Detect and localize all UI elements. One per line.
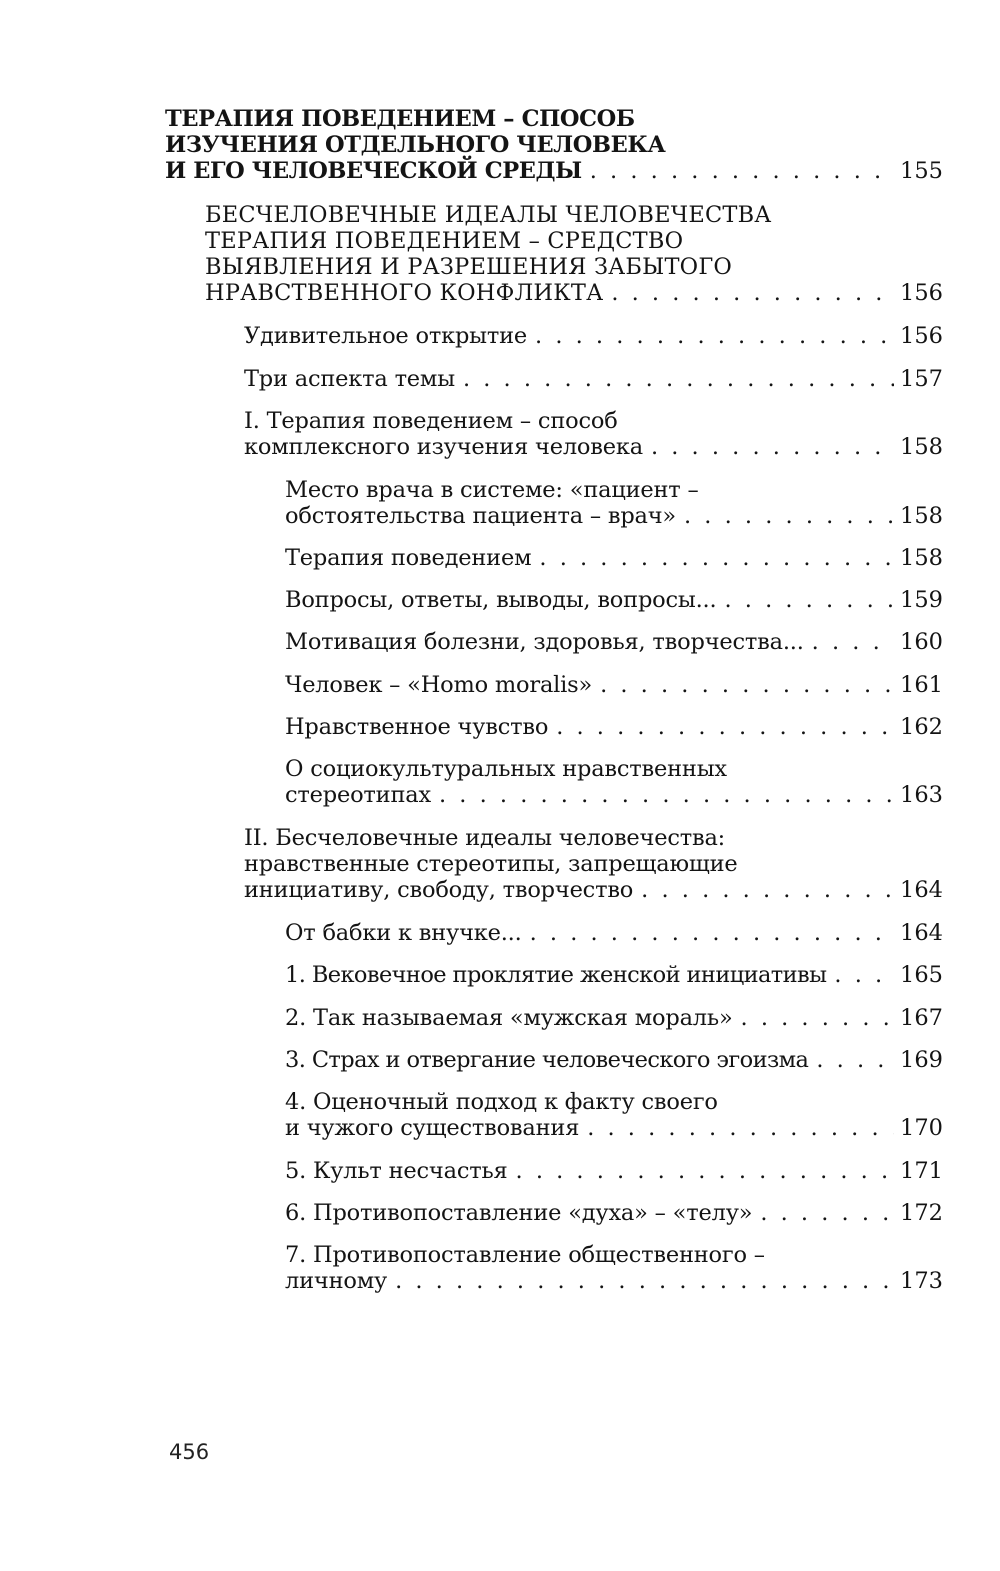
dot-leader (439, 782, 894, 808)
dot-leader (651, 434, 894, 460)
toc-entry-line: II. Бесчеловечные идеалы человечества: (244, 825, 726, 851)
toc-entry-line: 7. Противопоставление общественного – (285, 1242, 765, 1268)
dot-leader (684, 503, 894, 529)
toc-page-number: 158 (900, 434, 943, 460)
toc-page-number: 172 (900, 1200, 943, 1226)
toc-page-number: 155 (900, 158, 943, 184)
dot-leader (556, 714, 894, 740)
toc-entry-line: инициативу, свободу, творчество (244, 877, 634, 903)
toc-page-number: 156 (900, 323, 943, 349)
page-number-footer: 456 (169, 1440, 210, 1464)
toc-entry-line: ИЗУЧЕНИЯ ОТДЕЛЬНОГО ЧЕЛОВЕКА (165, 132, 666, 158)
toc-entry (244, 323, 943, 349)
toc-page-number: 159 (900, 587, 943, 613)
toc-entry-line: I. Терапия поведением – способ (244, 408, 618, 434)
toc-entry (285, 672, 943, 698)
dot-leader (600, 672, 894, 698)
dot-leader (516, 1158, 895, 1184)
toc-entry (205, 202, 943, 306)
toc-entry-line: Вопросы, ответы, выводы, вопросы... (285, 587, 717, 613)
dot-leader (741, 1005, 895, 1031)
toc-entry (285, 587, 943, 613)
toc-entry-line: 1. Вековечное проклятие женской инициативы (285, 962, 827, 988)
dot-leader (611, 280, 894, 306)
dot-leader (816, 1047, 894, 1073)
toc-entry-line: ТЕРАПИЯ ПОВЕДЕНИЕМ – СРЕДСТВО (205, 228, 684, 254)
toc-entry (285, 629, 943, 655)
toc-entry-line: ТЕРАПИЯ ПОВЕДЕНИЕМ – СПОСОБ (165, 106, 635, 132)
toc-entry (285, 1158, 943, 1184)
toc-entry (285, 962, 943, 988)
dot-leader (812, 629, 894, 655)
toc-page-number: 165 (900, 962, 943, 988)
toc-entry-line: нравственные стереотипы, запрещающие (244, 851, 738, 877)
toc-page-number: 158 (900, 545, 943, 571)
toc-entry-line: личному (285, 1268, 388, 1294)
toc-entry-line: НРАВСТВЕННОГО КОНФЛИКТА (205, 280, 604, 306)
toc-entry-line: От бабки к внучке... (285, 920, 522, 946)
dot-leader (535, 323, 894, 349)
toc-page-number: 167 (900, 1005, 943, 1031)
dot-leader (395, 1268, 894, 1294)
toc-page-number: 169 (900, 1047, 943, 1073)
toc-entry-line: 5. Культ несчастья (285, 1158, 508, 1184)
toc-entry (244, 408, 943, 460)
toc-page-number: 162 (900, 714, 943, 740)
toc-page-number: 163 (900, 782, 943, 808)
toc-entry-line: стереотипах (285, 782, 431, 808)
toc-entry (285, 1200, 943, 1226)
dot-leader (590, 158, 894, 184)
toc-page-number: 164 (900, 877, 943, 903)
toc-page-number: 157 (900, 366, 943, 392)
toc-entry (285, 714, 943, 740)
toc-page-number: 158 (900, 503, 943, 529)
toc-entry (285, 1089, 943, 1141)
toc-entry (244, 825, 943, 903)
toc-page-number: 170 (900, 1115, 943, 1141)
toc-entry-line: Удивительное открытие (244, 323, 528, 349)
toc-entry-line: Место врача в системе: «пациент – (285, 477, 699, 503)
toc-entry-line: И ЕГО ЧЕЛОВЕЧЕСКОЙ СРЕДЫ (165, 158, 582, 184)
toc-entry (244, 366, 943, 392)
toc-entry-line: Нравственное чувство (285, 714, 549, 740)
toc-entry-line: Три аспекта темы (244, 366, 455, 392)
toc-page-number: 164 (900, 920, 943, 946)
toc-entry-line: ВЫЯВЛЕНИЯ И РАЗРЕШЕНИЯ ЗАБЫТОГО (205, 254, 733, 280)
toc-entry-line: БЕСЧЕЛОВЕЧНЫЕ ИДЕАЛЫ ЧЕЛОВЕЧЕСТВА (205, 202, 772, 228)
dot-leader (530, 920, 894, 946)
toc-entry (285, 920, 943, 946)
toc-entry (165, 106, 943, 184)
dot-leader (539, 545, 894, 571)
toc-entry (285, 1047, 943, 1073)
toc-entry-line: 2. Так называемая «мужская мораль» (285, 1005, 733, 1031)
toc-entry-line: Мотивация болезни, здоровья, творчества... (285, 629, 804, 655)
toc-page-number: 171 (900, 1158, 943, 1184)
dot-leader (760, 1200, 894, 1226)
toc-page-number: 161 (900, 672, 943, 698)
toc-entry-line: и чужого существования (285, 1115, 580, 1141)
toc-entry-line: Человек – «Homo moralis» (285, 672, 593, 698)
toc-entry (285, 1005, 943, 1031)
toc-entry-line: О социокультуральных нравственных (285, 756, 727, 782)
toc-entry-line: 6. Противопоставление «духа» – «телу» (285, 1200, 753, 1226)
toc-entry (285, 477, 943, 529)
dot-leader (724, 587, 894, 613)
toc-entry (285, 756, 943, 808)
toc-entry-line: 3. Страх и отвергание человеческого эгоизма (285, 1047, 809, 1073)
toc-page-number: 156 (900, 280, 943, 306)
dot-leader (587, 1115, 894, 1141)
toc-entry-line: 4. Оценочный подход к факту своего (285, 1089, 718, 1115)
dot-leader (463, 366, 894, 392)
toc-entry-line: обстоятельства пациента – врач» (285, 503, 676, 529)
toc-entry-line: комплексного изучения человека (244, 434, 643, 460)
toc-page-number: 160 (900, 629, 943, 655)
toc-entry-line: Терапия поведением (285, 545, 532, 571)
dot-leader (641, 877, 894, 903)
toc-page-number: 173 (900, 1268, 943, 1294)
toc-entry (285, 545, 943, 571)
toc-entry (285, 1242, 943, 1294)
dot-leader (834, 962, 894, 988)
